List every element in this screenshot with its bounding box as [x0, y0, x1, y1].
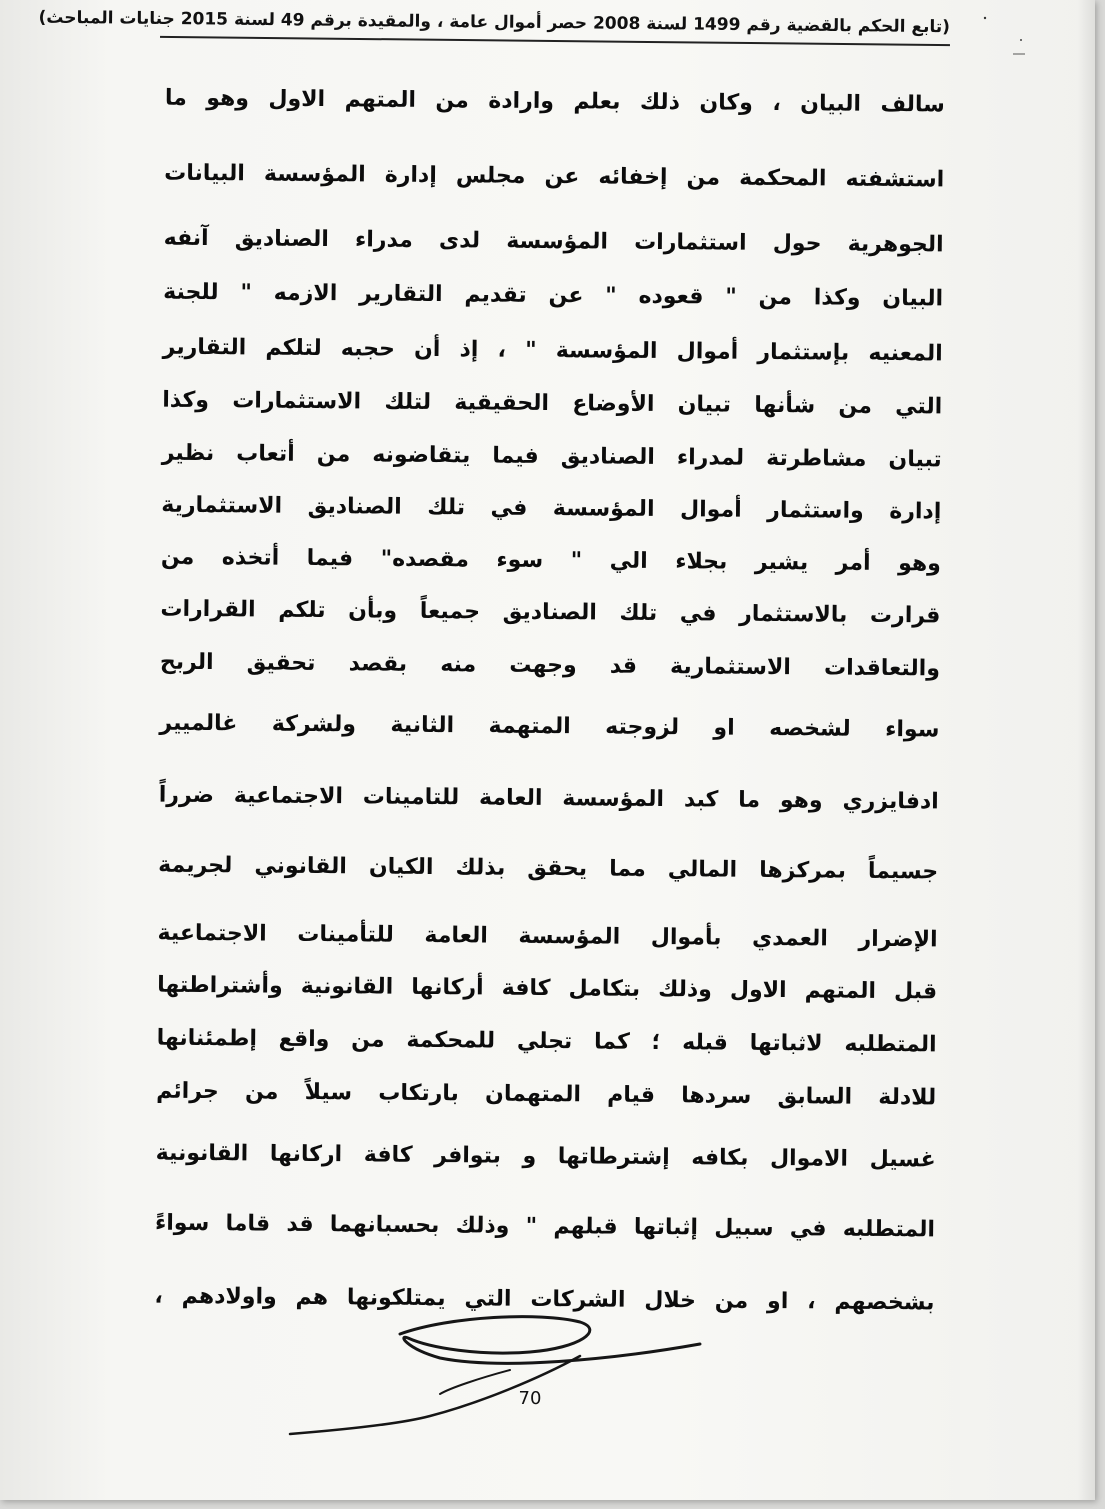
body-line: جسيماً بمركزها المالي مما يحقق بذلك الكيان القانوني لجريمة: [158, 852, 939, 885]
handwritten-signature: [280, 1308, 720, 1438]
body-line: والتعاقدات الاستثمارية قد وجهت منه بقصد تحقيق الربح: [159, 649, 941, 682]
body-line: الإضرار العمدي بأموال المؤسسة العامة للتأمينات الاجتماعية: [157, 920, 938, 953]
body-line: المعنيه بإستثمار أموال المؤسسة " ، إذ أن حجبه لتلكم التقارير: [162, 334, 943, 367]
body-line: سالف البيان ، وكان ذلك بعلم وارادة من المتهم الاول وهو ما: [164, 85, 945, 118]
page-number: 70: [518, 1388, 542, 1409]
body-line: تبيان مشاطرتة لمدراء الصناديق فيما يتقاضونه من أتعاب نظير: [161, 440, 942, 473]
body-line: بشخصهم ، او من خلال الشركات التي يمتلكونها هم واولادهم ،: [154, 1283, 935, 1316]
body-line: المتطلبه لاثباتها قبله ؛ كما تجلي للمحكمة من واقع إطمئنانها: [156, 1025, 937, 1058]
body-line: البيان وكذا من " قعوده " عن تقديم التقارير الازمه " للجنة: [163, 279, 944, 312]
body-line: استشفته المحكمة من إخفائه عن مجلس إدارة المؤسسة البيانات: [164, 160, 945, 193]
body-line: المتطلبه في سبيل إثباتها قبلهم " وذلك بحسبانهما قد قاما سواءً: [154, 1210, 936, 1243]
body-line: قبل المتهم الاول وذلك بتكامل كافة أركانها القانونية وأشتراطتها: [157, 972, 938, 1005]
body-line: للادلة السابق سردها قيام المتهمان بارتكاب سيلاً من جرائم: [156, 1078, 937, 1111]
body-line: ادفايزري وهو ما كبد المؤسسة العامة للتامينات الاجتماعية ضرراً: [158, 782, 939, 815]
body-line: غسيل الاموال بكافه إشترطاتها و بتوافر كافة اركانها القانونية: [155, 1140, 936, 1173]
body-line: سواء لشخصه او لزوجته المتهمة الثانية ولشركة غالميير: [159, 710, 940, 743]
body-line: الجوهرية حول استثمارات المؤسسة لدى مدراء الصناديق آنفه: [163, 225, 944, 258]
case-header: (تابع الحكم بالقضية رقم 1499 لسنة 2008 حصر أموال عامة ، والمقيدة برقم 49 لسنة 2015 جنايات المباحث): [38, 7, 951, 38]
body-line: إدارة واستثمار أموال المؤسسة في تلك الصناديق الاستثمارية: [161, 492, 942, 525]
body-line: وهو أمر يشير بجلاء الي " سوء مقصده" فيما أتخذه من: [160, 544, 941, 577]
scan-specks: [975, 10, 1035, 70]
body-line: قرارت بالاستثمار في تلك الصناديق جميعاً وبأن تلكم القرارات: [160, 596, 941, 629]
body-line: التي من شأنها تبيان الأوضاع الحقيقية لتلك الاستثمارات وكذا: [162, 387, 943, 420]
judgment-body: [144, 0, 945, 1323]
